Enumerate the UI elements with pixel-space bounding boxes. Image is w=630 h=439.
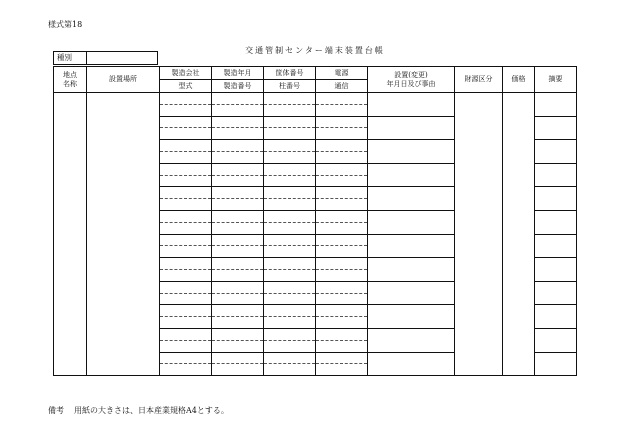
cell-communication[interactable] [316,246,368,258]
cell-summary[interactable] [535,234,577,258]
cell-serial-number[interactable] [212,364,264,376]
header-serial-number: 製造番号 [212,80,264,93]
cell-body-number[interactable] [264,234,316,246]
header-summary: 摘要 [535,67,577,93]
cell-model[interactable] [160,222,212,234]
cell-model[interactable] [160,246,212,258]
cell-install-change[interactable] [368,93,455,117]
cell-manufacturer[interactable] [160,140,212,152]
cell-serial-number[interactable] [212,128,264,140]
cell-serial-number[interactable] [212,269,264,281]
cell-manufacturer[interactable] [160,210,212,222]
cell-communication[interactable] [316,222,368,234]
header-price: 価格 [503,67,535,93]
cell-model[interactable] [160,199,212,211]
cell-summary[interactable] [535,93,577,117]
cell-power[interactable] [316,140,368,152]
cell-summary[interactable] [535,352,577,376]
cell-manufacture-date[interactable] [212,140,264,152]
cell-summary[interactable] [535,281,577,305]
cell-communication[interactable] [316,104,368,116]
cell-model[interactable] [160,340,212,352]
header-body-number: 筐体番号 [264,67,316,80]
cell-manufacture-date[interactable] [212,163,264,175]
header-communication: 通信 [316,80,368,93]
cell-manufacture-date[interactable] [212,93,264,105]
cell-summary[interactable] [535,328,577,352]
cell-price[interactable] [503,93,535,376]
form-number: 様式第18 [48,20,83,29]
cell-model[interactable] [160,128,212,140]
cell-manufacture-date[interactable] [212,305,264,317]
cell-summary[interactable] [535,163,577,187]
record-row [54,93,577,105]
cell-manufacturer[interactable] [160,305,212,317]
cell-body-number[interactable] [264,328,316,340]
cell-model[interactable] [160,269,212,281]
cell-manufacture-date[interactable] [212,328,264,340]
cell-install-change[interactable] [368,258,455,282]
cell-serial-number[interactable] [212,199,264,211]
cell-model[interactable] [160,293,212,305]
cell-pole-number[interactable] [264,340,316,352]
cell-power[interactable] [316,234,368,246]
cell-install-change[interactable] [368,328,455,352]
cell-manufacture-date[interactable] [212,210,264,222]
cell-serial-number[interactable] [212,222,264,234]
cell-power[interactable] [316,352,368,364]
cell-power[interactable] [316,281,368,293]
cell-summary[interactable] [535,210,577,234]
cell-manufacturer[interactable] [160,234,212,246]
cell-power[interactable] [316,116,368,128]
cell-serial-number[interactable] [212,317,264,329]
cell-install-change[interactable] [368,281,455,305]
cell-power[interactable] [316,163,368,175]
remarks-text: 用紙の大きさは、日本産業規格A4とする。 [74,406,229,415]
cell-manufacturer[interactable] [160,258,212,270]
cell-power[interactable] [316,305,368,317]
cell-pole-number[interactable] [264,317,316,329]
cell-communication[interactable] [316,175,368,187]
remarks [48,405,239,416]
cell-install-change[interactable] [368,352,455,376]
cell-communication[interactable] [316,269,368,281]
cell-communication[interactable] [316,364,368,376]
cell-body-number[interactable] [264,163,316,175]
cell-power[interactable] [316,328,368,340]
cell-summary[interactable] [535,140,577,164]
cell-manufacturer[interactable] [160,187,212,199]
cell-body-number[interactable] [264,352,316,364]
cell-pole-number[interactable] [264,151,316,163]
cell-summary[interactable] [535,305,577,329]
cell-manufacturer[interactable] [160,93,212,105]
cell-model[interactable] [160,364,212,376]
cell-serial-number[interactable] [212,340,264,352]
type-field-value[interactable] [87,52,157,64]
cell-communication[interactable] [316,340,368,352]
cell-summary[interactable] [535,187,577,211]
cell-manufacture-date[interactable] [212,187,264,199]
page-title: 交通管制センター端末装置台帳 [245,46,385,55]
header-manufacture-date: 製造年月 [212,67,264,80]
cell-body-number[interactable] [264,93,316,105]
cell-summary[interactable] [535,258,577,282]
cell-serial-number[interactable] [212,246,264,258]
header-install-change [368,67,455,93]
cell-body-number[interactable] [264,281,316,293]
type-field [53,51,158,65]
cell-financial-category[interactable] [455,93,503,376]
cell-serial-number[interactable] [212,104,264,116]
header-power: 電源 [316,67,368,80]
cell-serial-number[interactable] [212,293,264,305]
cell-pole-number[interactable] [264,175,316,187]
cell-communication[interactable] [316,128,368,140]
cell-install-change[interactable] [368,116,455,140]
cell-manufacturer[interactable] [160,163,212,175]
cell-body-number[interactable] [264,210,316,222]
cell-power[interactable] [316,210,368,222]
cell-install-place[interactable] [87,93,160,376]
cell-communication[interactable] [316,317,368,329]
cell-serial-number[interactable] [212,175,264,187]
cell-body-number[interactable] [264,140,316,152]
cell-manufacture-date[interactable] [212,281,264,293]
cell-pole-number[interactable] [264,364,316,376]
cell-install-change[interactable] [368,163,455,187]
ledger-table [53,66,577,376]
cell-power[interactable] [316,187,368,199]
cell-pole-number[interactable] [264,128,316,140]
cell-body-number[interactable] [264,116,316,128]
cell-install-change[interactable] [368,187,455,211]
cell-model[interactable] [160,104,212,116]
cell-install-change[interactable] [368,140,455,164]
ledger-body [54,93,577,376]
cell-install-change[interactable] [368,210,455,234]
cell-manufacture-date[interactable] [212,234,264,246]
header-location-name: 地点名称 [54,67,87,93]
cell-pole-number[interactable] [264,199,316,211]
cell-power[interactable] [316,93,368,105]
cell-install-change[interactable] [368,305,455,329]
remarks-label: 備考 [48,406,64,415]
header-pole-number: 柱番号 [264,80,316,93]
cell-model[interactable] [160,151,212,163]
type-field-label: 種別 [54,52,87,64]
cell-manufacture-date[interactable] [212,258,264,270]
cell-manufacturer[interactable] [160,328,212,340]
header-manufacturer: 製造会社 [160,67,212,80]
cell-pole-number[interactable] [264,246,316,258]
cell-model[interactable] [160,317,212,329]
cell-body-number[interactable] [264,187,316,199]
cell-model[interactable] [160,175,212,187]
cell-communication[interactable] [316,151,368,163]
header-install-place: 設置場所 [87,67,160,93]
cell-pole-number[interactable] [264,222,316,234]
header-install-change-line2: 年月日及び事由 [386,79,436,88]
header-model: 型式 [160,80,212,93]
cell-communication[interactable] [316,199,368,211]
cell-manufacturer[interactable] [160,352,212,364]
cell-pole-number[interactable] [264,269,316,281]
cell-body-number[interactable] [264,258,316,270]
cell-summary[interactable] [535,116,577,140]
cell-serial-number[interactable] [212,151,264,163]
cell-manufacturer[interactable] [160,116,212,128]
header-financial-category: 財源区分 [455,67,503,93]
cell-body-number[interactable] [264,305,316,317]
cell-manufacturer[interactable] [160,281,212,293]
cell-manufacture-date[interactable] [212,352,264,364]
header-install-change-line1: 設置(変更) [394,70,428,79]
cell-manufacture-date[interactable] [212,116,264,128]
cell-install-change[interactable] [368,234,455,258]
cell-pole-number[interactable] [264,293,316,305]
cell-power[interactable] [316,258,368,270]
cell-location-name[interactable] [54,93,87,376]
cell-communication[interactable] [316,293,368,305]
cell-pole-number[interactable] [264,104,316,116]
